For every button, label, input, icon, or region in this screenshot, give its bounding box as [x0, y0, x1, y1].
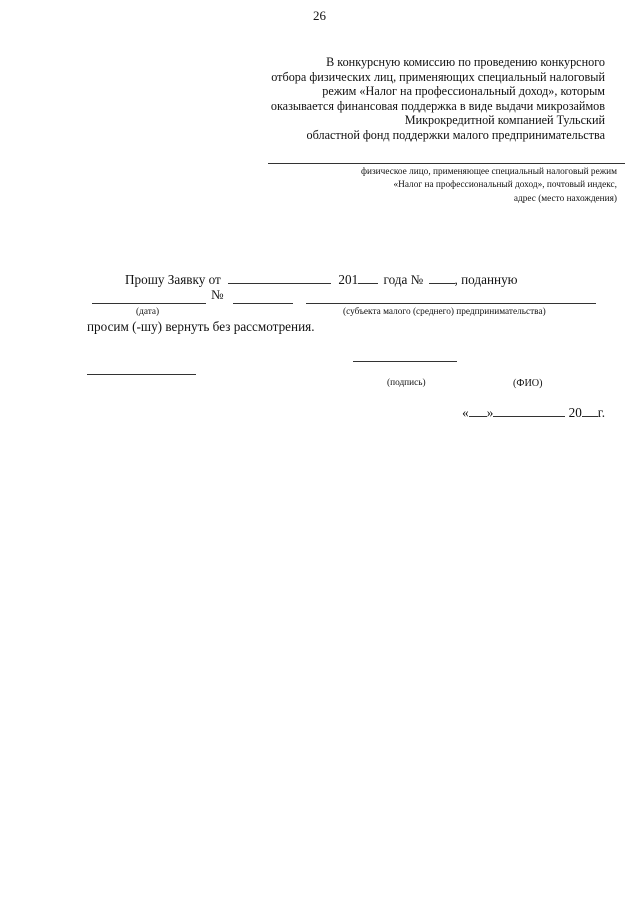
left-blank-line[interactable]: [87, 374, 196, 375]
subject-field-line[interactable]: [306, 303, 596, 304]
addressee-block: [205, 55, 605, 143]
month-blank[interactable]: [493, 405, 565, 417]
name-caption: (ФИО): [513, 378, 543, 389]
date-field-line[interactable]: [92, 303, 206, 304]
date-caption: (дата): [136, 307, 160, 317]
addressee-line: Микрокредитной компанией Тульский: [404, 113, 605, 128]
applicant-caption-line: адрес (место нахождения): [513, 193, 617, 204]
request-sentence: [125, 272, 518, 288]
closing-text: просим (-шу) вернуть без рассмотрения.: [87, 319, 315, 334]
century: 20: [568, 405, 582, 420]
request-prefix: Прошу Заявку от: [125, 272, 221, 287]
applicant-caption-line: «Налог на профессиональный доход», почтовый индекс,: [393, 180, 617, 191]
addressee-line: областной фонд поддержки малого предпринимательства: [306, 127, 605, 142]
applicant-caption: [237, 166, 617, 206]
year-two-digit-blank[interactable]: [582, 405, 598, 417]
number-field-line[interactable]: [233, 303, 293, 304]
open-quote: «: [462, 405, 469, 420]
request-suffix: , поданную: [454, 272, 518, 287]
close-quote: »: [486, 405, 494, 420]
day-blank[interactable]: [469, 405, 487, 417]
date-line: [462, 405, 605, 421]
subject-caption: (субъекта малого (среднего) предпринимательства): [343, 307, 546, 317]
applicant-blank-line[interactable]: [268, 163, 625, 164]
signature-caption: (подпись): [387, 378, 426, 388]
addressee-line: отбора физических лиц, применяющих специальный налоговый: [271, 69, 605, 84]
year-suffix: года №: [383, 272, 424, 287]
addressee-line: режим «Налог на профессиональный доход», которым: [322, 84, 605, 99]
signature-line[interactable]: [353, 361, 457, 362]
addressee-line: оказывается финансовая поддержка в виде выдачи микрозаймов: [270, 98, 605, 113]
applicant-caption-line: физическое лицо, применяющее специальный налоговый режим: [361, 167, 617, 177]
number-blank[interactable]: [429, 272, 455, 284]
year-suffix: г.: [597, 405, 605, 420]
year-prefix: 201: [338, 272, 359, 287]
date-blank[interactable]: [228, 272, 331, 284]
year-blank[interactable]: [358, 272, 378, 284]
page-number: 26: [313, 8, 326, 23]
addressee-line: В конкурсную комиссию по проведению конкурсного: [326, 55, 605, 69]
numero-label: №: [211, 287, 224, 302]
